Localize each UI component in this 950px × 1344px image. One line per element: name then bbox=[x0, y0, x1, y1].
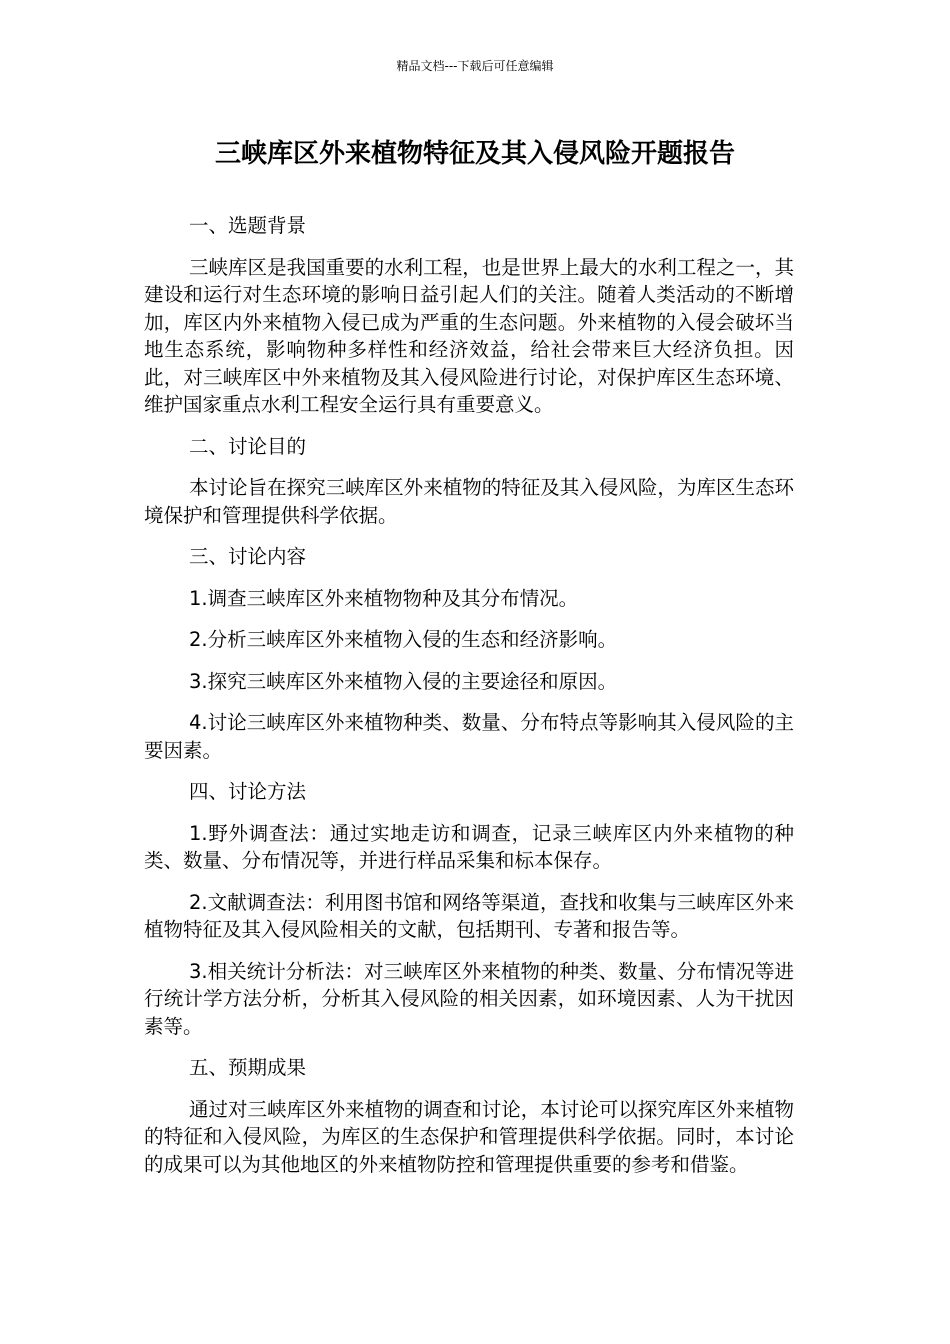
document-title: 三峡库区外来植物特征及其入侵风险开题报告 bbox=[214, 139, 735, 169]
list-item-content-3: 3.探究三峡库区外来植物入侵的主要途径和原因。 bbox=[189, 669, 618, 693]
section-heading-content: 三、讨论内容 bbox=[189, 545, 307, 568]
page-header-watermark: 精品文档---下载后可任意编辑 bbox=[396, 59, 554, 73]
section-heading-methods: 四、讨论方法 bbox=[189, 780, 307, 803]
section-heading-purpose: 二、讨论目的 bbox=[189, 434, 307, 458]
list-item-method-1: 1.野外调查法：通过实地走访和调查，记录三峡库区内外来植物的种类、数量、分布情况等，并进行样品采集和标本保存。 bbox=[144, 821, 794, 872]
paragraph-purpose: 本讨论旨在探究三峡库区外来植物的特征及其入侵风险，为库区生态环境保护和管理提供科学依据。 bbox=[144, 476, 794, 527]
paragraph-outcomes: 通过对三峡库区外来植物的调查和讨论，本讨论可以探究库区外来植物的特征和入侵风险，为库区的生态保护和管理提供科学依据。同时，本讨论的成果可以为其他地区的外来植物防控和管理提供重要的参考和借鉴。 bbox=[144, 1097, 794, 1176]
list-item-content-2: 2.分析三峡库区外来植物入侵的生态和经济影响。 bbox=[189, 628, 618, 651]
list-item-content-1: 1.调查三峡库区外来植物物种及其分布情况。 bbox=[189, 586, 579, 610]
paragraph-background: 三峡库区是我国重要的水利工程，也是世界上最大的水利工程之一，其建设和运行对生态环境的影响日益引起人们的关注。随着人类活动的不断增加，库区内外来植物入侵已成为严重的生态问题。外来植物的入侵会破坏当地生态系统，影响物种多样性和经济效益，给社会带来巨大经济负担。因此，对三峡库区中外来植物及其入侵风险进行讨论，对保护库区生态环境、维护国家重点水利工程安全运行具有重要意义。 bbox=[144, 255, 794, 416]
list-item-method-3: 3.相关统计分析法：对三峡库区外来植物的种类、数量、分布情况等进行统计学方法分析，分析其入侵风险的相关因素，如环境因素、人为干扰因素等。 bbox=[144, 959, 794, 1038]
section-heading-background: 一、选题背景 bbox=[189, 214, 307, 237]
list-item-method-2: 2.文献调查法：利用图书馆和网络等渠道，查找和收集与三峡库区外来植物特征及其入侵风险相关的文献，包括期刊、专著和报告等。 bbox=[144, 890, 794, 941]
section-heading-outcomes: 五、预期成果 bbox=[189, 1056, 307, 1079]
document-body bbox=[144, 212, 794, 1192]
list-item-content-4: 4.讨论三峡库区外来植物种类、数量、分布特点等影响其入侵风险的主要因素。 bbox=[144, 711, 794, 762]
